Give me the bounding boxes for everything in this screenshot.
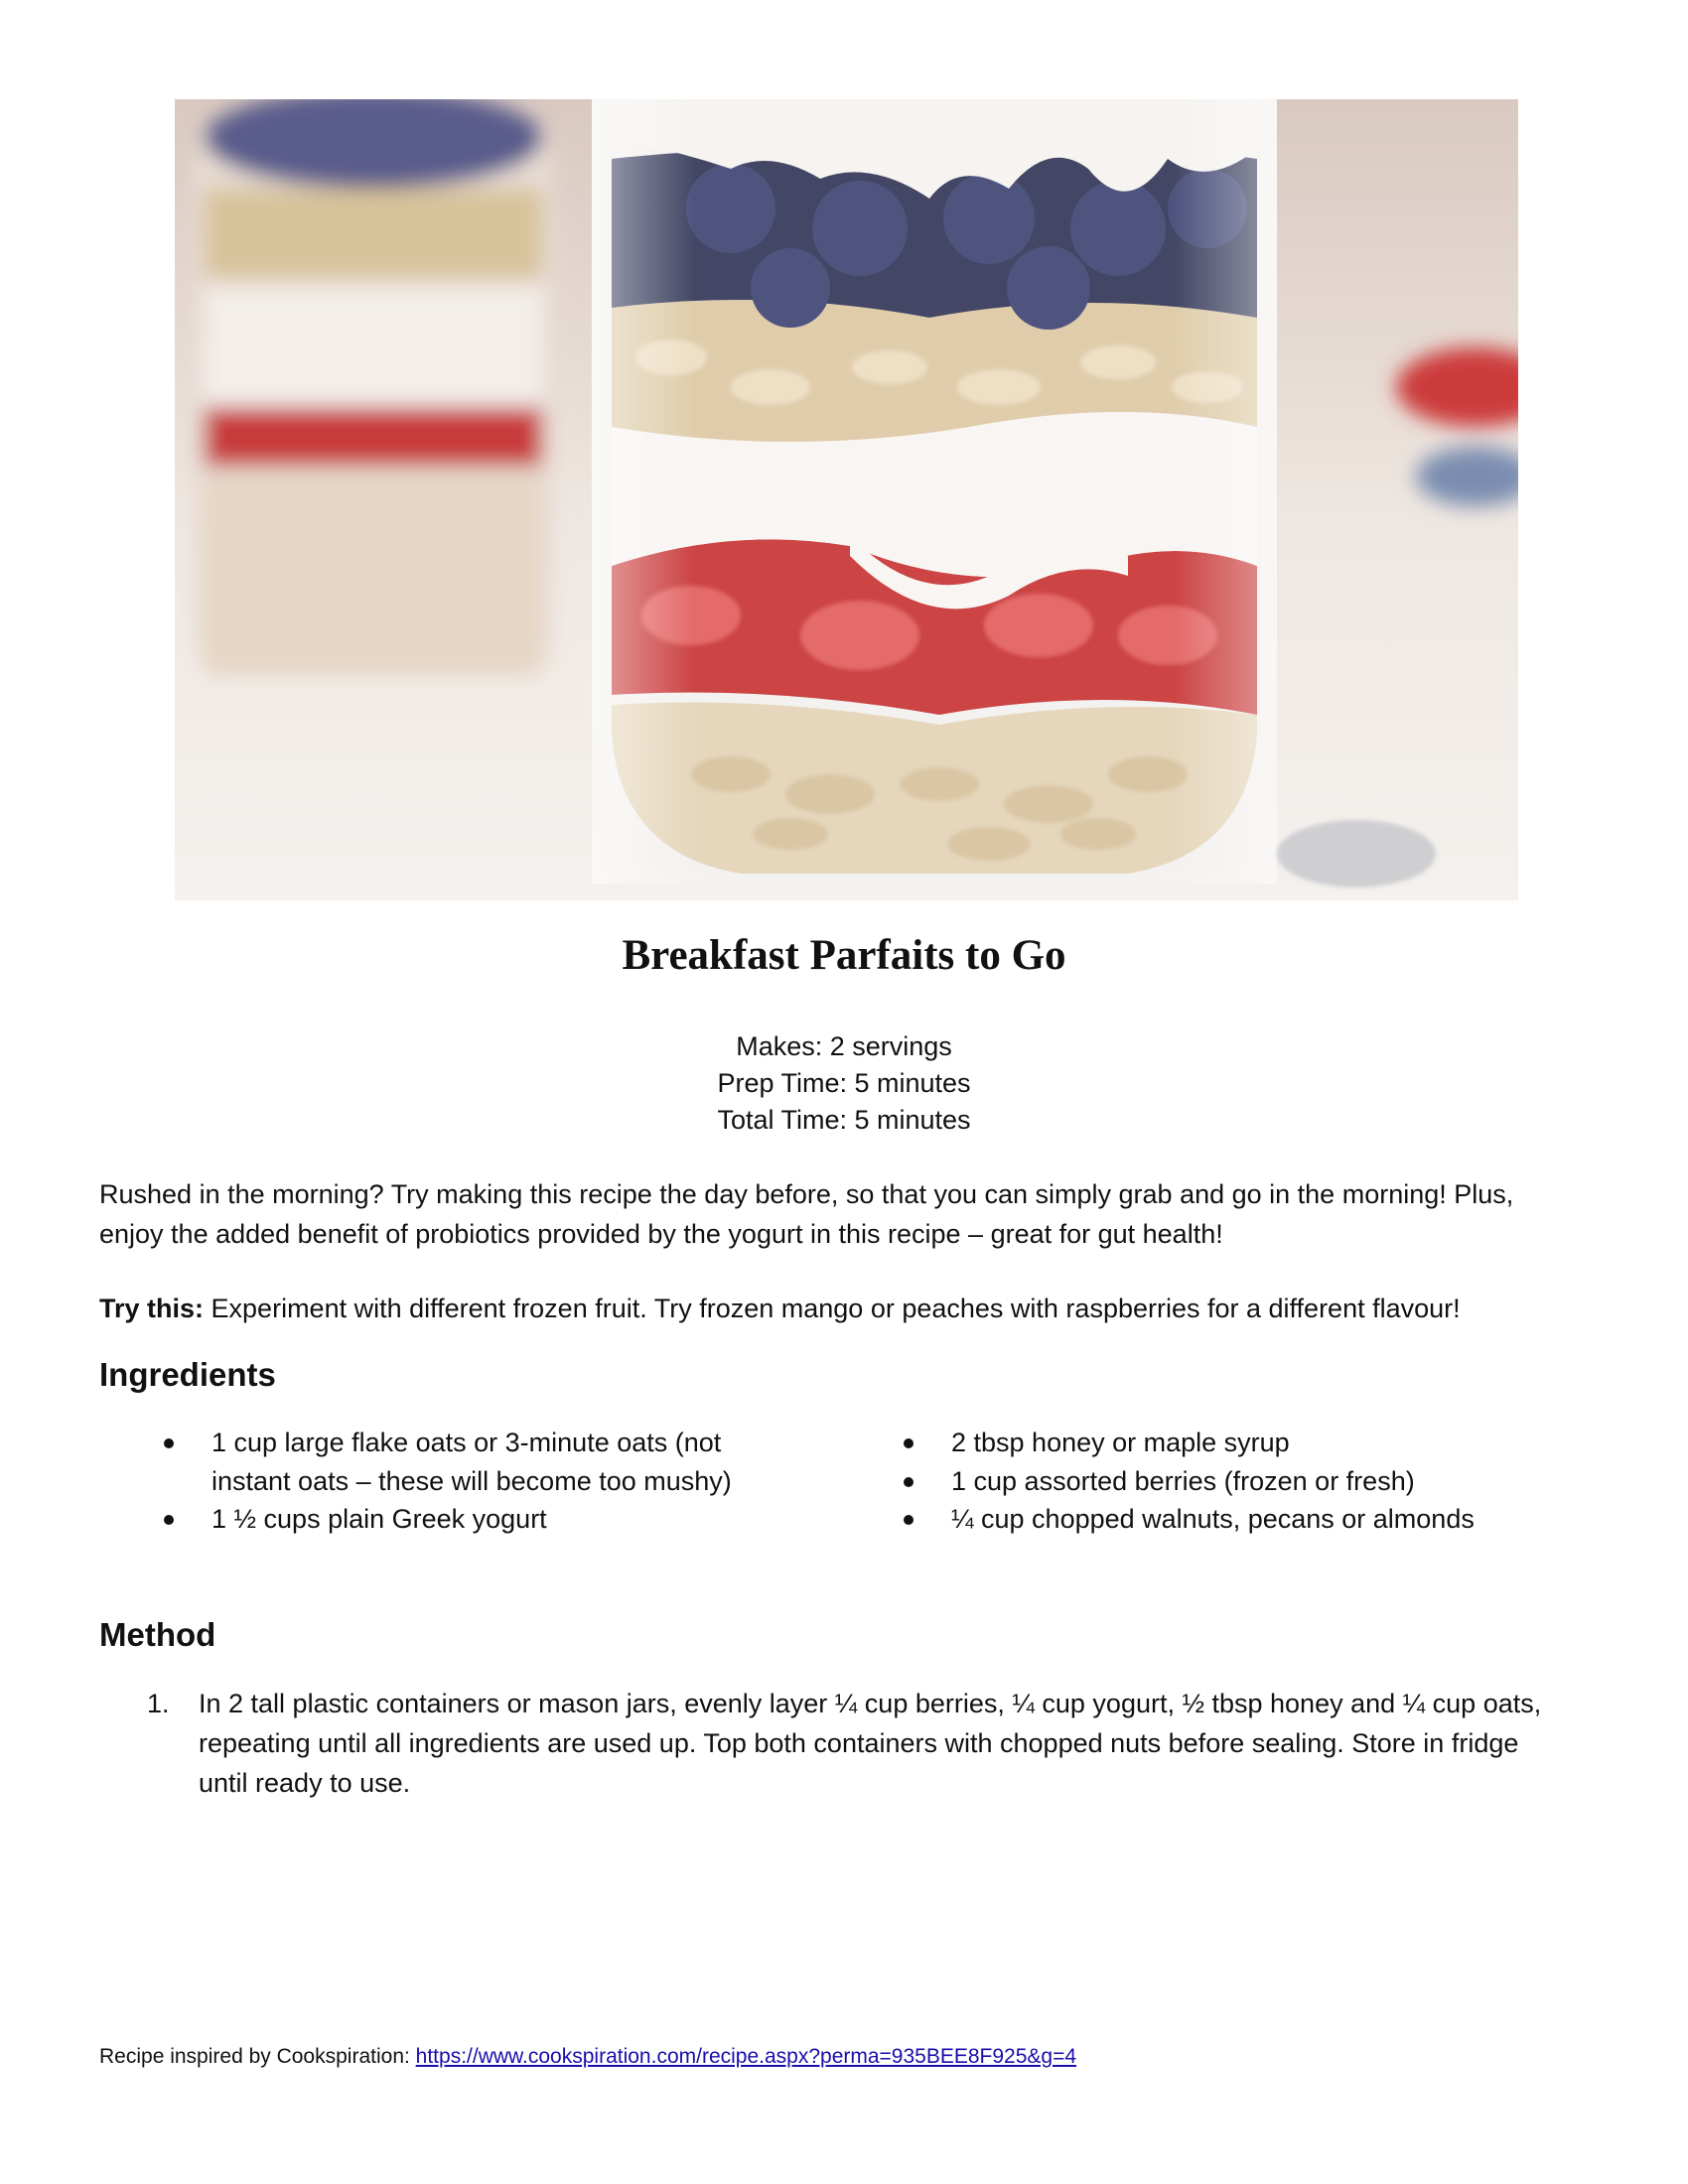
bullet-icon: [904, 1477, 914, 1487]
step-line: until ready to use.: [199, 1768, 411, 1798]
source-link[interactable]: https://www.cookspiration.com/recipe.aspx?perma=935BEE8F925&g=4: [415, 2045, 1077, 2068]
ingredient-item: [902, 1500, 1537, 1539]
recipe-meta: [0, 1028, 1688, 1139]
try-this-label: Try this:: [99, 1294, 205, 1323]
try-this-tip: [99, 1289, 1609, 1328]
ingredient-item: [162, 1424, 797, 1500]
step-line: In 2 tall plastic containers or mason jars, evenly layer ¼ cup berries, ¼ cup yogurt, ½ tbsp honey and ¼ cup oats,: [199, 1689, 1542, 1718]
parfait-photo: [175, 99, 1518, 900]
method-steps: [147, 1684, 1577, 1803]
ingredient-line: 2 tbsp honey or maple syrup: [951, 1428, 1290, 1457]
method-heading: Method: [99, 1616, 216, 1653]
bullet-icon: [904, 1438, 914, 1448]
bullet-icon: [164, 1515, 174, 1525]
ingredients-list-left: [162, 1424, 797, 1539]
ingredient-item: [162, 1500, 797, 1539]
bullet-icon: [164, 1438, 174, 1448]
ingredients-heading: Ingredients: [99, 1356, 276, 1393]
recipe-source: [99, 2045, 1076, 2069]
ingredient-line: ¼ cup chopped walnuts, pecans or almonds: [951, 1504, 1475, 1534]
ingredient-line: 1 cup assorted berries (frozen or fresh): [951, 1465, 1415, 1496]
servings-text: Makes: 2 servings: [736, 1031, 952, 1061]
method-step: [147, 1684, 1577, 1803]
source-label: Recipe inspired by Cookspiration:: [99, 2045, 416, 2068]
parfait-illustration: [175, 99, 1518, 900]
try-this-text: Experiment with different frozen fruit. Try frozen mango or peaches with raspberries for a different flavour!: [204, 1294, 1461, 1323]
total-time-text: Total Time: 5 minutes: [717, 1105, 971, 1135]
ingredient-line: instant oats – these will become too mushy): [211, 1465, 732, 1496]
step-number: 1.: [147, 1689, 170, 1718]
ingredient-line: 1 cup large flake oats or 3-minute oats (not: [211, 1428, 722, 1457]
recipe-title: Breakfast Parfaits to Go: [622, 932, 1066, 979]
ingredient-item: [902, 1424, 1537, 1462]
step-line: repeating until all ingredients are used up. Top both containers with chopped nuts before sealing. Store in fridge: [199, 1728, 1519, 1758]
recipe-intro: [99, 1174, 1589, 1254]
intro-line: enjoy the added benefit of probiotics provided by the yogurt in this recipe – great for gut health!: [99, 1219, 1223, 1249]
ingredient-line: 1 ½ cups plain Greek yogurt: [211, 1504, 547, 1534]
ingredient-item: [902, 1462, 1537, 1501]
prep-time-text: Prep Time: 5 minutes: [717, 1068, 971, 1098]
bullet-icon: [904, 1515, 914, 1525]
ingredients-list-right: [902, 1424, 1537, 1539]
intro-line: Rushed in the morning? Try making this recipe the day before, so that you can simply grab and go in the morning! Plus,: [99, 1179, 1514, 1209]
